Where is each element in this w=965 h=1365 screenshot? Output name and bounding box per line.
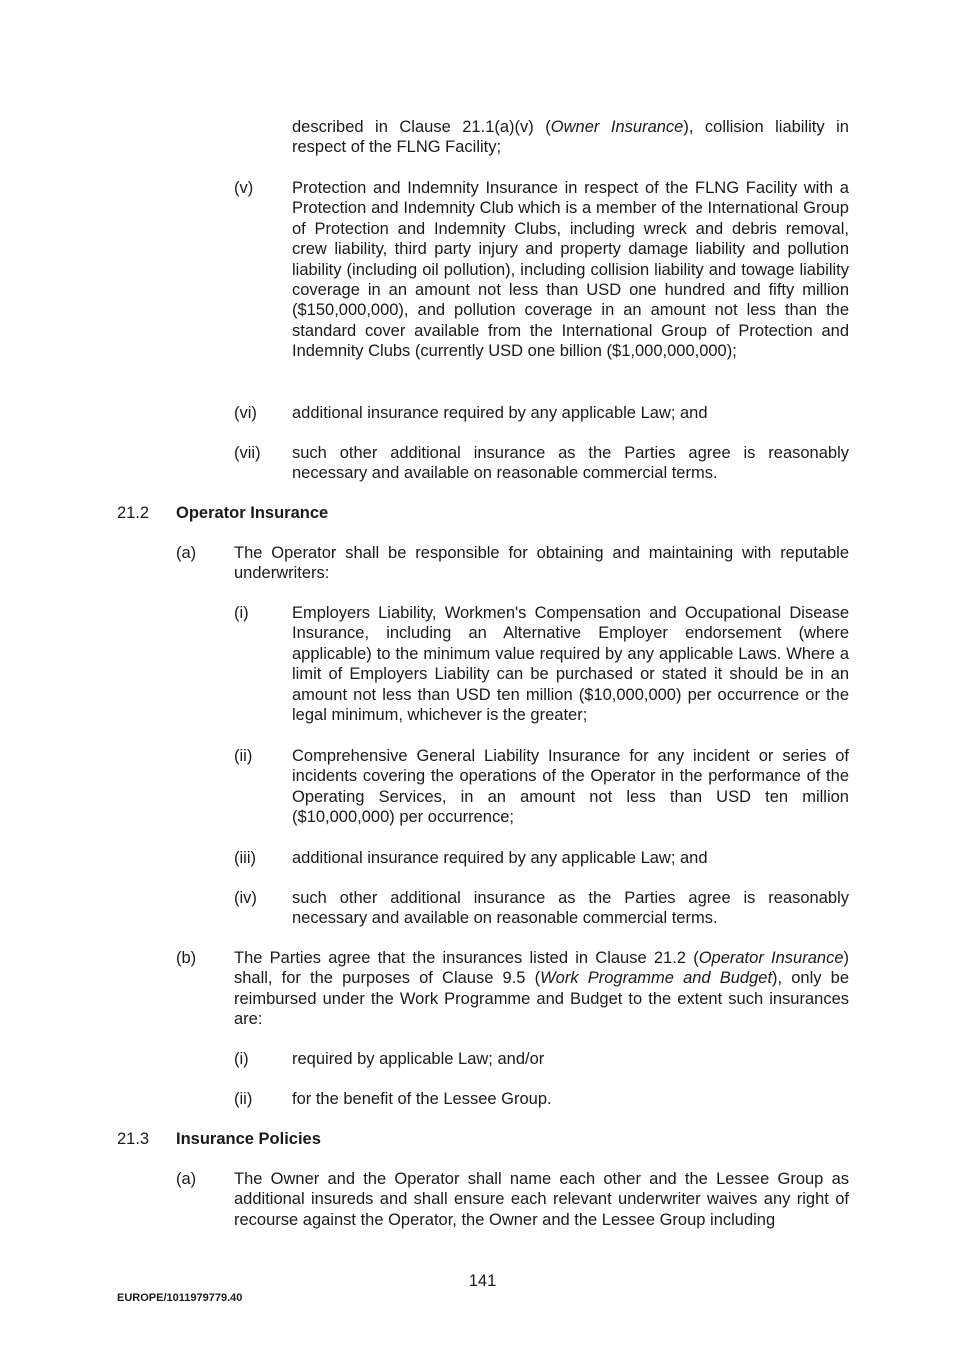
clause-reference-italic: Operator Insurance <box>698 949 844 967</box>
item-text: required by applicable Law; and/or <box>292 1050 545 1068</box>
item-label: (iv) <box>234 889 257 907</box>
subclause-label: (a) <box>176 1170 197 1188</box>
item-label: (i) <box>234 604 249 622</box>
item-text: Protection and Indemnity Insurance in respect of the FLNG Facility with a Protection and Indemnity Club which is a member of the International Group of Protection and Indemnity Clubs, including wreck and debris removal, crew liability, third party injury and property damage liability and pollution liability (including oil pollution), including collision liability and towage liability coverage in an amount not less than USD one hundred and fifty million ($150,000,000), and pollution coverage in an amount not less than the standard cover available from the International Group of Protection and Indemnity Clubs (currently USD one billion ($1,000,000,000); <box>292 179 849 361</box>
continued-paragraph <box>292 117 849 158</box>
item-text: such other additional insurance as the Parties agree is reasonably necessary and available on reasonable commercial terms. <box>292 444 849 483</box>
document-reference: EUROPE/1011979779.40 <box>117 1292 243 1304</box>
subclause-text: The Owner and the Operator shall name each other and the Lessee Group as additional insureds and shall ensure each relevant underwriter waives any right of recourse against the Operator, the Owner and the Lessee Group including <box>234 1170 849 1229</box>
subclause-label: (a) <box>176 544 197 562</box>
subclause-text: The Parties agree that the insurances listed in Clause 21.2 (Operator Insurance) shall, for the purposes of Clause 9.5 (Work Programme and Budget), only be reimbursed under the Work Programme and Budget to the extent such insurances are: <box>234 949 850 1029</box>
item-text: Comprehensive General Liability Insurance for any incident or series of incidents covering the operations of the Operator in the performance of the Operating Services, in an amount not less than USD ten million ($10,000,000) per occurrence; <box>292 747 849 827</box>
clause-reference-italic: Work Programme and Budget <box>540 969 773 988</box>
item-label: (v) <box>234 179 254 197</box>
item-text: additional insurance required by any applicable Law; and <box>292 404 708 422</box>
item-text: such other additional insurance as the Parties agree is reasonably necessary and available on reasonable commercial terms. <box>292 889 849 928</box>
item-label: (i) <box>234 1050 249 1068</box>
subclause-label: (b) <box>176 949 197 967</box>
subclause-text: The Operator shall be responsible for obtaining and maintaining with reputable underwriters: <box>234 544 849 583</box>
continued-text-end: ), collision liability in respect of the FLNG Facility; <box>292 118 849 157</box>
clause-reference-italic: Owner Insurance <box>550 118 684 136</box>
section-heading: Insurance Policies <box>176 1130 321 1148</box>
item-label: (iii) <box>234 849 256 867</box>
item-text: Employers Liability, Workmen's Compensation and Occupational Disease Insurance, including an Alternative Employer endorsement (where applicable) to the minimum value required by any applicable Laws. Where a limit of Employers Liability can be purchased or stated it should be in an amount not less than USD ten million ($10,000,000) per occurrence or the legal minimum, whichever is the greater; <box>292 604 849 725</box>
section-number: 21.3 <box>117 1130 150 1148</box>
item-label: (ii) <box>234 747 253 765</box>
item-label: (ii) <box>234 1090 253 1108</box>
section-heading: Operator Insurance <box>176 504 329 522</box>
page-number: 141 <box>468 1272 497 1290</box>
continued-text: described in Clause 21.1(a)(v) ( <box>292 118 551 136</box>
item-text: for the benefit of the Lessee Group. <box>292 1090 552 1108</box>
section-number: 21.2 <box>117 504 150 522</box>
item-text: additional insurance required by any applicable Law; and <box>292 849 708 867</box>
item-label: (vi) <box>234 404 257 422</box>
item-label: (vii) <box>234 444 261 462</box>
